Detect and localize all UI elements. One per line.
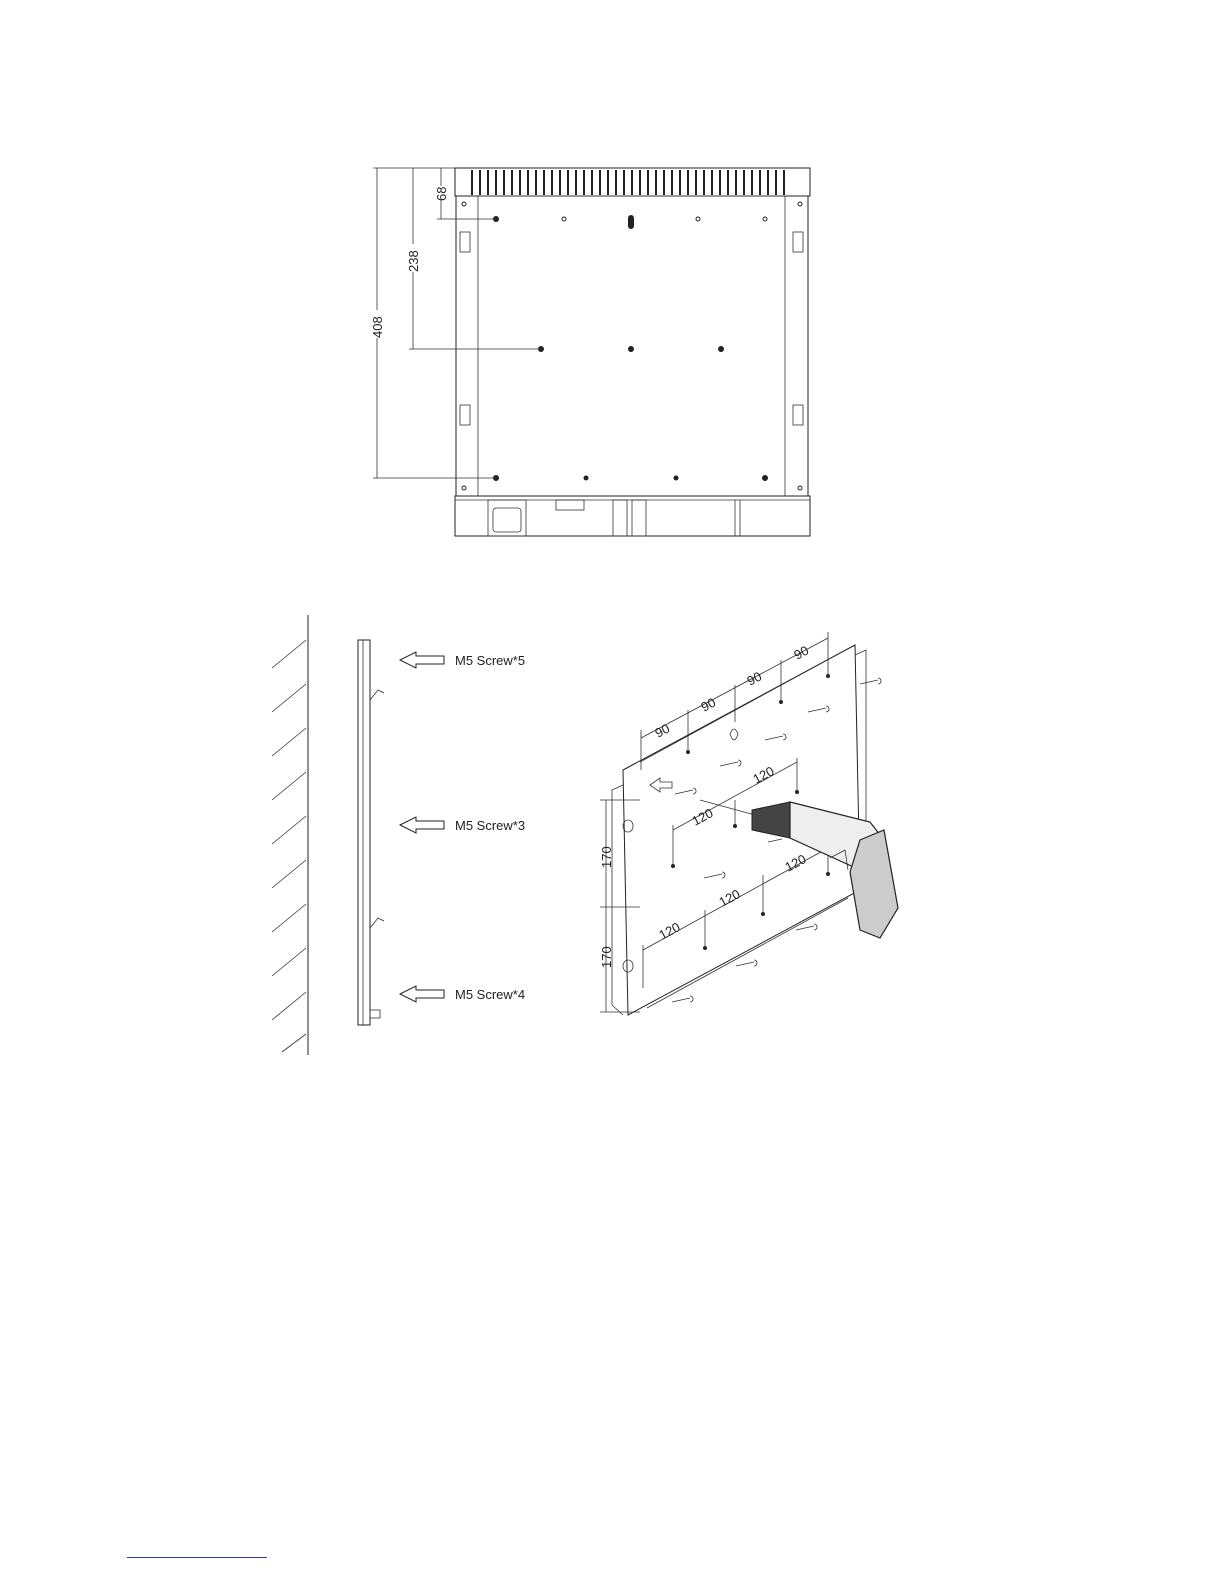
arrow-bottom bbox=[400, 986, 444, 1002]
dimension-lines bbox=[373, 168, 541, 478]
keyhole-slot bbox=[628, 215, 634, 229]
dim-170-b: 170 bbox=[599, 946, 614, 968]
callout-m5-screw-3: M5 Screw*3 bbox=[455, 818, 526, 833]
bottom-housing bbox=[455, 496, 810, 536]
direction-arrow bbox=[650, 778, 672, 792]
mounting-plate-side bbox=[358, 640, 370, 1025]
dim-120-b: 120 bbox=[750, 763, 777, 787]
dim-90-c: 90 bbox=[744, 668, 765, 689]
dim-120-a: 120 bbox=[689, 805, 716, 829]
footnote-rule bbox=[127, 1557, 267, 1558]
side-slot bbox=[460, 405, 470, 425]
arrow-top bbox=[400, 652, 444, 668]
hooks bbox=[370, 690, 384, 928]
pv-connector bbox=[613, 500, 627, 536]
arrow-middle bbox=[400, 817, 444, 833]
dim-90-b: 90 bbox=[698, 694, 719, 715]
pv-connector bbox=[632, 500, 646, 536]
rear-view-drawing bbox=[370, 168, 810, 536]
dim-120-e: 120 bbox=[782, 851, 809, 875]
mounting-plate-outer bbox=[456, 196, 808, 496]
left-flange bbox=[612, 785, 623, 1015]
dim-120-d: 120 bbox=[716, 886, 743, 910]
side-slot bbox=[793, 232, 803, 252]
dim-120-c: 120 bbox=[656, 919, 683, 943]
mounting-plate-inner bbox=[478, 196, 785, 496]
wall-hatching bbox=[272, 640, 306, 1052]
callout-m5-screw-5: M5 Screw*5 bbox=[455, 653, 526, 668]
isometric-plate-drawing bbox=[599, 632, 898, 1015]
keyhole-iso bbox=[730, 729, 738, 740]
dimension-label-408: 408 bbox=[370, 316, 385, 338]
drill-chuck bbox=[752, 802, 790, 838]
dimension-label-238: 238 bbox=[406, 250, 421, 272]
mounting-holes bbox=[462, 202, 802, 490]
dimension-label-68: 68 bbox=[434, 186, 449, 201]
side-slot bbox=[460, 232, 470, 252]
heatsink-fin-lines bbox=[472, 170, 784, 195]
dim-90-d: 90 bbox=[791, 642, 812, 663]
dim-90-a: 90 bbox=[652, 720, 673, 741]
side-slot bbox=[793, 405, 803, 425]
dim-170-a: 170 bbox=[599, 846, 614, 868]
callout-m5-screw-4: M5 Screw*4 bbox=[455, 987, 526, 1002]
wall-side-view bbox=[272, 615, 525, 1055]
connector bbox=[556, 500, 584, 510]
